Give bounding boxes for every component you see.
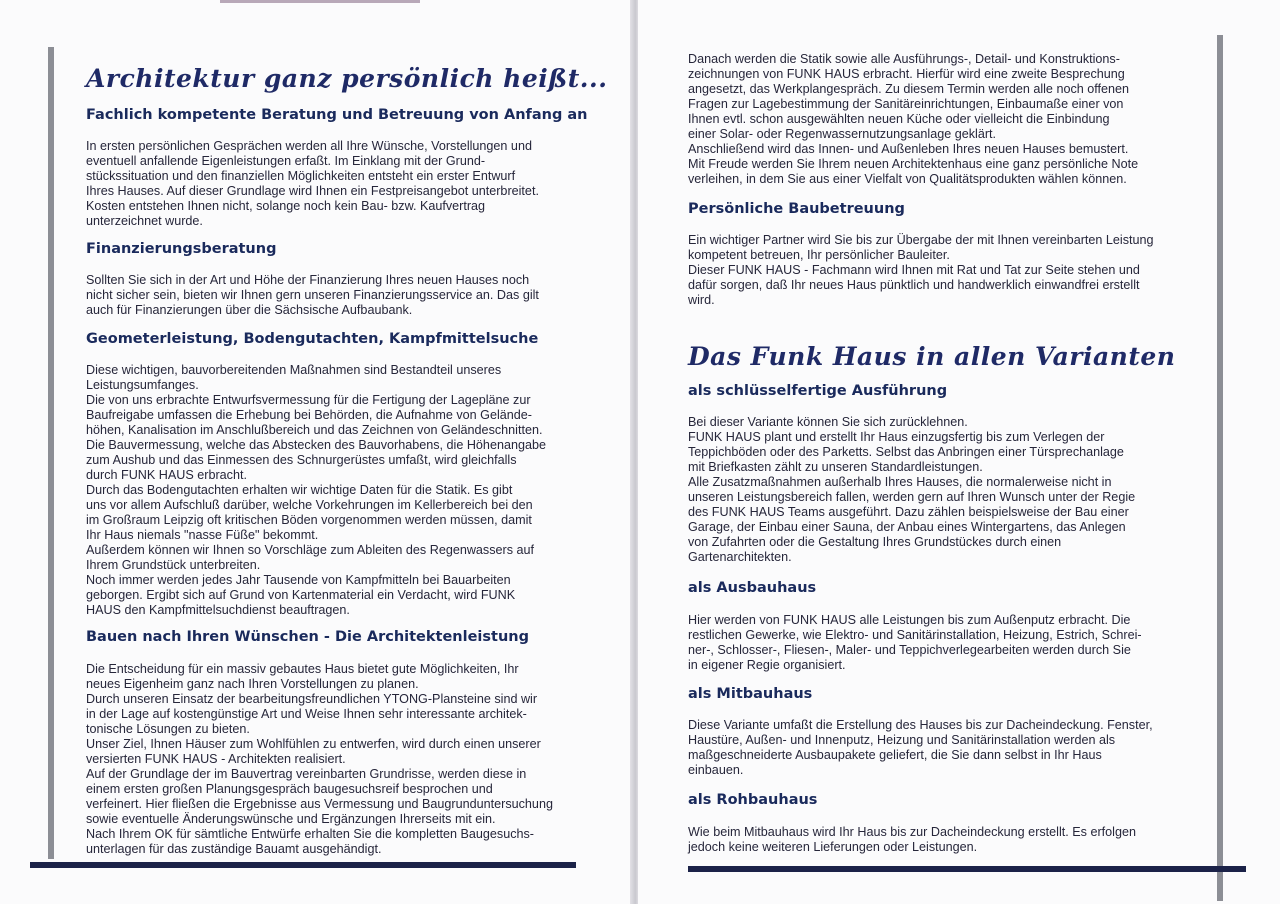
left-page (0, 0, 636, 904)
text-line: Auf der Grundlage der im Bauvertrag vereinbarten Grundrisse, werden diese in (86, 767, 527, 781)
section-heading: als schlüsselfertige Ausführung (688, 383, 948, 399)
text-line: Kosten entstehen Ihnen nicht, solange noch kein Bau- bzw. Kaufvertrag (86, 199, 486, 213)
text-line: neues Eigenheim ganz nach Ihren Vorstellungen zu planen. (86, 677, 419, 691)
section-heading: Fachlich kompetente Beratung und Betreuung von Anfang an (86, 107, 588, 123)
page-title-right: Das Funk Haus in allen Varianten (688, 342, 1176, 371)
text-line: ner-, Schlosser-, Fliesen-, Maler- und Teppichverlegearbeiten werden durch Sie (688, 643, 1131, 657)
text-line: des FUNK HAUS Teams ausgeführt. Dazu zählen beispielsweise der Bau einer (688, 505, 1129, 519)
text-line: tonische Lösungen zu bieten. (86, 722, 250, 736)
text-line: geborgen. Ergibt sich auf Grund von Kartenmaterial ein Verdacht, wird FUNK (86, 588, 516, 602)
text-line: auch für Finanzierungen über die Sächsische Aufbaubank. (86, 303, 413, 317)
intro-text (688, 52, 1184, 187)
section-body (86, 662, 572, 857)
text-line: Außerdem können wir Ihnen so Vorschläge zum Ableiten des Regenwassers auf (86, 543, 535, 557)
text-line: Teppichböden oder des Parketts. Selbst das Anbringen einer Türsprechanlage (688, 445, 1124, 459)
text-line: stückssituation und den finanziellen Möglichkeiten entsteht ein erster Entwurf (86, 169, 516, 183)
text-line: Diese wichtigen, bauvorbereitenden Maßnahmen sind Bestandteil unseres (86, 363, 502, 377)
text-line: Bei dieser Variante können Sie sich zurücklehnen. (688, 415, 968, 429)
text-line: zum Aushub und das Einmessen des Schnurgerüstes umfaßt, wird gleichfalls (86, 453, 517, 467)
text-line: zeichnungen von FUNK HAUS erbracht. Hierfür wird eine zweite Besprechung (688, 67, 1125, 81)
text-line: uns vor allem Aufschluß darüber, welche Vorkehrungen im Kellerbereich bei den (86, 498, 533, 512)
text-line: höhen, Kanalisation im Anschlußbereich und das Zeichnen von Geländeschnitten. (86, 423, 543, 437)
text-line: verfeinert. Hier fließen die Ergebnisse aus Vermessung und Baugrunduntersuchung (86, 797, 553, 811)
section-body (86, 363, 572, 618)
text-line: Garage, der Einbau einer Sauna, der Anbau eines Wintergartens, das Anlegen (688, 520, 1126, 534)
text-line: Sollten Sie sich in der Art und Höhe der Finanzierung Ihres neuen Hauses noch (86, 273, 530, 287)
text-line: Die von uns erbrachte Entwurfsvermessung für die Fertigung der Lagepläne zur (86, 393, 531, 407)
left-side-bar (48, 47, 54, 859)
section-body (86, 139, 572, 229)
text-line: Die Bauvermessung, welche das Abstecken des Bauvorhabens, die Höhenangabe (86, 438, 546, 452)
text-line: Fragen zur Lagebestimmung der Sanitäreinrichtungen, Einbaumaße einer von (688, 97, 1124, 111)
text-line: Haustüre, Außen- und Innenputz, Heizung und Sanitärinstallation werden als (688, 733, 1116, 747)
text-line: Wie beim Mitbauhaus wird Ihr Haus bis zur Dacheindeckung erstellt. Es erfolgen (688, 825, 1136, 839)
section-heading: Geometerleistung, Bodengutachten, Kampfmittelsuche (86, 331, 539, 347)
section-heading: als Ausbauhaus (688, 580, 817, 596)
text-line: eventuell anfallende Eigenleistungen erfaßt. Im Einklang mit der Grund- (86, 154, 486, 168)
text-line: einem ersten großen Planungsgespräch baugesuchsreif besprochen und (86, 782, 493, 796)
text-line: Dieser FUNK HAUS - Fachmann wird Ihnen mit Rat und Tat zur Seite stehen und (688, 263, 1140, 277)
top-edge-mark (220, 0, 420, 3)
text-line: durch FUNK HAUS erbracht. (86, 468, 247, 482)
text-line: unterzeichnet wurde. (86, 214, 203, 228)
text-line: nicht sicher sein, bieten wir Ihnen gern unseren Finanzierungsservice an. Das gilt (86, 288, 539, 302)
text-line: maßgeschneiderte Ausbaupakete geliefert, die Sie dann selbst in Ihr Haus (688, 748, 1102, 762)
section-heading: Bauen nach Ihren Wünschen - Die Architektenleistung (86, 629, 529, 645)
text-line: Gartenarchitekten. (688, 550, 792, 564)
text-line: Nach Ihrem OK für sämtliche Entwürfe erhalten Sie die kompletten Baugesuchs- (86, 827, 534, 841)
section-heading: Finanzierungsberatung (86, 241, 277, 257)
text-line: Durch unseren Einsatz der bearbeitungsfreundlichen YTONG-Plansteine sind wir (86, 692, 538, 706)
text-line: In ersten persönlichen Gesprächen werden all Ihre Wünsche, Vorstellungen und (86, 139, 532, 153)
text-line: restlichen Gewerke, wie Elektro- und Sanitärinstallation, Heizung, Estrich, Schrei- (688, 628, 1142, 642)
text-line: Danach werden die Statik sowie alle Ausführungs-, Detail- und Konstruktions- (688, 52, 1120, 66)
text-line: jedoch keine weiteren Lieferungen oder Leistungen. (688, 840, 978, 854)
text-line: Noch immer werden jedes Jahr Tausende von Kampfmitteln bei Bauarbeiten (86, 573, 511, 587)
text-line: unseren Leistungsbereich fallen, werden gern auf Ihren Wunsch unter der Regie (688, 490, 1136, 504)
text-line: versierten FUNK HAUS - Architekten realisiert. (86, 752, 346, 766)
text-line: Alle Zusatzmaßnahmen außerhalb Ihres Hauses, die normalerweise nicht in (688, 475, 1112, 489)
page-title-left: Architektur ganz persönlich heißt... (86, 64, 608, 93)
section-body (688, 613, 1184, 673)
text-line: in der Lage auf kostengünstige Art und Weise Ihnen sehr interessante architek- (86, 707, 527, 721)
text-line: Anschließend wird das Innen- und Außenleben Ihres neuen Hauses bemustert. (688, 142, 1129, 156)
section-body (688, 233, 1184, 308)
text-line: Ihr Haus niemals "nasse Füße" bekommt. (86, 528, 319, 542)
text-line: einer Solar- oder Regenwassernutzungsanlage geklärt. (688, 127, 997, 141)
text-line: HAUS den Kampfmittelsuchdienst beauftragen. (86, 603, 350, 617)
section-heading: als Rohbauhaus (688, 792, 818, 808)
text-line: in eigener Regie organisiert. (688, 658, 846, 672)
right-bottom-rule (688, 866, 1246, 872)
text-line: Durch das Bodengutachten erhalten wir wichtige Daten für die Statik. Es gibt (86, 483, 513, 497)
section-body (688, 415, 1184, 565)
text-line: kompetent betreuen, Ihr persönlicher Bauleiter. (688, 248, 950, 262)
text-line: unterlagen für das zuständige Bauamt ausgehändigt. (86, 842, 382, 856)
text-line: Leistungsumfanges. (86, 378, 199, 392)
text-line: Unser Ziel, Ihnen Häuser zum Wohlfühlen zu entwerfen, wird durch einen unserer (86, 737, 541, 751)
text-line: Ein wichtiger Partner wird Sie bis zur Übergabe der mit Ihnen vereinbarten Leistung (688, 233, 1154, 247)
text-line: von Zufahrten oder die Gestaltung Ihres Grundstückes durch einen (688, 535, 1062, 549)
left-bottom-rule (30, 862, 576, 868)
text-line: mit Briefkasten zählt zu unseren Standardleistungen. (688, 460, 983, 474)
right-side-bar (1217, 35, 1223, 901)
text-line: angesetzt, das Werkplangespräch. Zu diesem Termin werden alle noch offenen (688, 82, 1130, 96)
text-line: Baufreigabe umfassen die Erhebung bei Behörden, die Aufnahme von Gelände- (86, 408, 532, 422)
section-body (86, 273, 572, 318)
text-line: einbauen. (688, 763, 744, 777)
text-line: im Großraum Leipzig oft kritischen Böden vorgenommen werden müssen, damit (86, 513, 532, 527)
text-line: Ihres Hauses. Auf dieser Grundlage wird Ihnen ein Festpreisangebot unterbreitet. (86, 184, 539, 198)
text-line: wird. (688, 293, 715, 307)
text-line: FUNK HAUS plant und erstellt Ihr Haus einzugsfertig bis zum Verlegen der (688, 430, 1105, 444)
text-line: Ihrem Grundstück unterbreiten. (86, 558, 261, 572)
text-line: Hier werden von FUNK HAUS alle Leistungen bis zum Außenputz erbracht. Die (688, 613, 1131, 627)
section-heading: als Mitbauhaus (688, 686, 813, 702)
text-line: verleihen, in dem Sie aus einer Vielfalt von Qualitätsprodukten wählen können. (688, 172, 1127, 186)
section-body (688, 825, 1184, 855)
text-line: sowie eventuelle Änderungswünsche und Ergänzungen Ihrerseits mit ein. (86, 812, 496, 826)
text-line: Mit Freude werden Sie Ihrem neuen Architektenhaus eine ganz persönliche Note (688, 157, 1139, 171)
text-line: Die Entscheidung für ein massiv gebautes Haus bietet gute Möglichkeiten, Ihr (86, 662, 519, 676)
right-page (638, 0, 1280, 904)
section-body (688, 718, 1184, 778)
section-heading: Persönliche Baubetreuung (688, 201, 905, 217)
text-line: Diese Variante umfaßt die Erstellung des Hauses bis zur Dacheindeckung. Fenster, (688, 718, 1153, 732)
text-line: Ihnen evtl. schon ausgewählten neuen Küche oder vielleicht die Einbindung (688, 112, 1110, 126)
text-line: dafür sorgen, daß Ihr neues Haus pünktlich und handwerklich einwandfrei erstellt (688, 278, 1140, 292)
